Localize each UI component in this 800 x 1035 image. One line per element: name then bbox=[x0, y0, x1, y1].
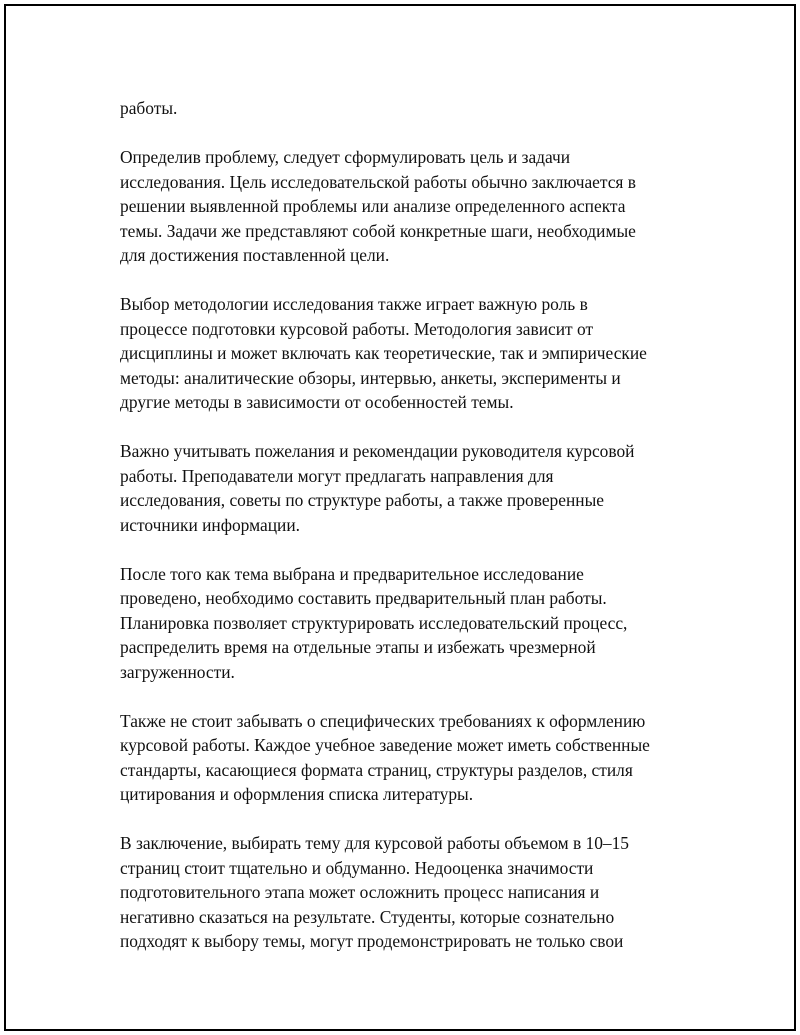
document-body bbox=[120, 96, 700, 954]
text-line: загруженности. bbox=[120, 661, 235, 682]
paragraph bbox=[120, 439, 700, 537]
text-line: цитирования и оформления списка литературы. bbox=[120, 784, 474, 804]
text-line: Также не стоит забывать о специфических требованиях к оформлению bbox=[120, 710, 646, 731]
text-line: исследования. Цель исследовательской работы обычно заключается в bbox=[120, 171, 636, 192]
paragraph-spacer bbox=[120, 121, 700, 146]
text-line: Планировка позволяет структурировать исследовательский процесс, bbox=[120, 612, 628, 633]
text-line: источники информации. bbox=[120, 514, 300, 535]
paragraph bbox=[120, 831, 700, 954]
text-line: страниц стоит тщательно и обдуманно. Недооценка значимости bbox=[120, 857, 594, 878]
text-line: После того как тема выбрана и предварительное исследование bbox=[120, 563, 584, 584]
paragraph bbox=[120, 292, 700, 415]
text-line: подходят к выбору темы, могут продемонстрировать не только свои bbox=[120, 931, 624, 951]
text-line: Определив проблему, следует сформулировать цель и задачи bbox=[120, 147, 571, 167]
text-line: работы. bbox=[120, 98, 178, 118]
text-line: решении выявленной проблемы или анализе определенного аспекта bbox=[120, 196, 626, 216]
text-line: методы: аналитические обзоры, интервью, анкеты, эксперименты и bbox=[120, 367, 621, 388]
paragraph-spacer bbox=[120, 268, 700, 293]
text-line: для достижения поставленной цели. bbox=[120, 245, 390, 265]
paragraph bbox=[120, 145, 700, 268]
text-line: В заключение, выбирать тему для курсовой работы объемом в 10–15 bbox=[120, 833, 630, 853]
text-line: Выбор методологии исследования также играет важную роль в bbox=[120, 294, 588, 314]
text-line: другие методы в зависимости от особенностей темы. bbox=[120, 392, 514, 412]
text-line: темы. Задачи же представляют собой конкретные шаги, необходимые bbox=[120, 220, 636, 241]
text-line: дисциплины и может включать как теоретические, так и эмпирические bbox=[120, 343, 647, 363]
text-line: Важно учитывать пожелания и рекомендации руководителя курсовой bbox=[120, 441, 635, 461]
text-line: подготовительного этапа может осложнить процесс написания и bbox=[120, 882, 600, 902]
paragraph bbox=[120, 562, 700, 685]
document-page bbox=[4, 4, 796, 1031]
text-line: работы. Преподаватели могут предлагать направления для bbox=[120, 465, 554, 486]
text-line: негативно сказаться на результате. Студенты, которые сознательно bbox=[120, 906, 615, 927]
text-line: курсовой работы. Каждое учебное заведение может иметь собственные bbox=[120, 735, 650, 755]
text-line: проведено, необходимо составить предварительный план работы. bbox=[120, 588, 607, 608]
paragraph bbox=[120, 96, 700, 121]
paragraph-spacer bbox=[120, 684, 700, 709]
paragraph-spacer bbox=[120, 415, 700, 440]
paragraph-spacer bbox=[120, 807, 700, 832]
text-line: процессе подготовки курсовой работы. Методология зависит от bbox=[120, 318, 594, 339]
text-line: исследования, советы по структуре работы, а также проверенные bbox=[120, 490, 604, 510]
text-line: стандарты, касающиеся формата страниц, структуры разделов, стиля bbox=[120, 759, 633, 780]
paragraph bbox=[120, 709, 700, 807]
text-line: распределить время на отдельные этапы и избежать чрезмерной bbox=[120, 637, 596, 657]
paragraph-spacer bbox=[120, 537, 700, 562]
